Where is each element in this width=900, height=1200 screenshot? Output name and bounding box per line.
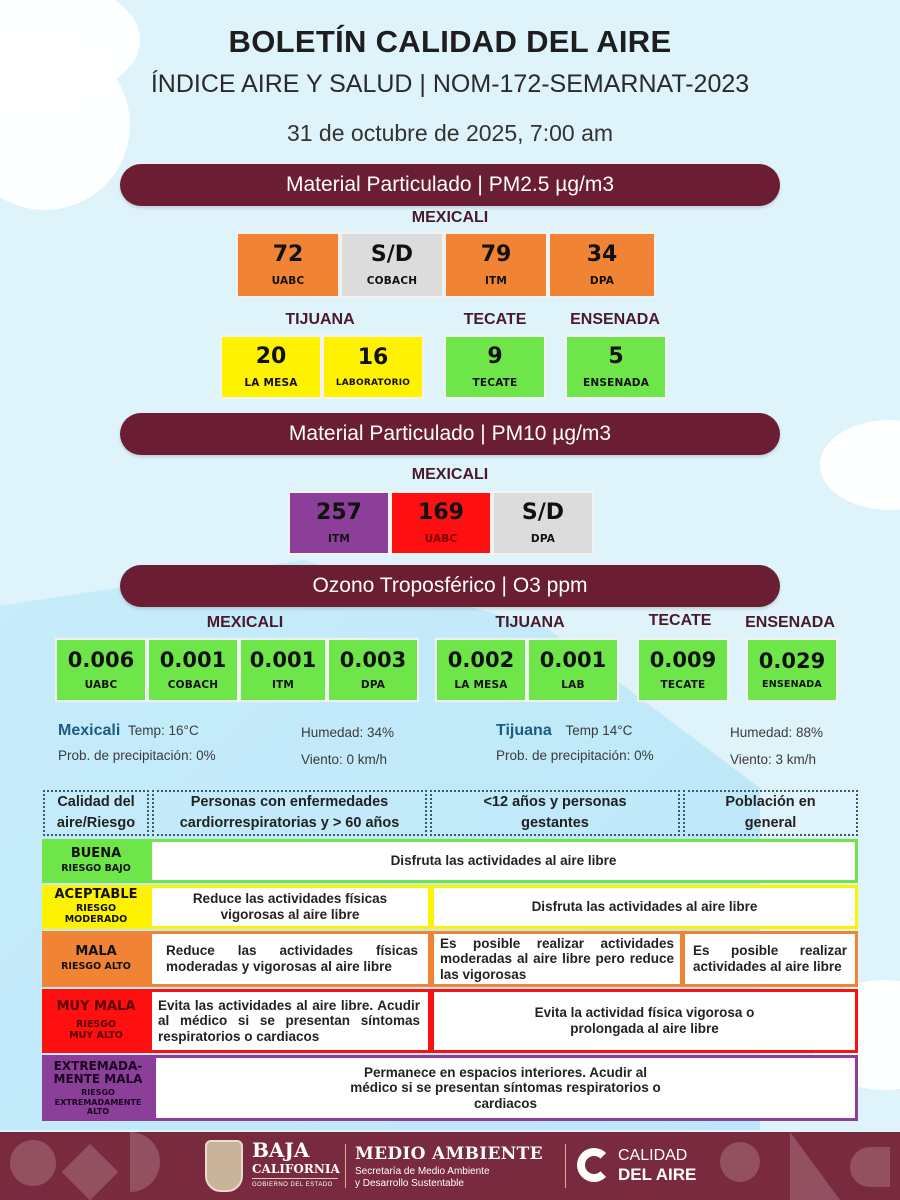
risk-label: RIESGO EXTREMADAMENTE ALTO [54,1088,142,1116]
air-quality-logo-icon [577,1148,611,1182]
risk-row-muy-mala [42,989,858,1053]
weather-temp: Temp 14°C [565,723,633,738]
pm10-city-mexicali: MEXICALI [411,466,489,483]
pm25-station-uabc [236,232,340,298]
weather-tijuana [496,722,856,772]
risk-header-children: <12 años y personas gestantes [430,790,680,836]
weather-temp: Temp: 16°C [128,723,199,738]
risk-advice: Evita las actividades al aire libre. Acudir al médico si se presentan síntomas respiratorios o cardiacos [152,992,428,1050]
pm25-station-la-mesa [220,335,322,399]
weather-wind: Viento: 3 km/h [730,752,817,767]
risk-category [42,931,150,987]
station-value: S/D [521,499,565,525]
station-label: TECATE [472,377,518,390]
risk-category [42,1055,154,1121]
station-label: LABORATORIO [335,378,411,389]
risk-label: RIESGO ALTO [61,960,131,972]
category-label: EXTREMADA-MENTE MALA [53,1059,143,1087]
program-name-line2: DEL AIRE [618,1165,697,1184]
station-label: UABC [271,275,305,288]
station-value: 0.001 [539,648,607,673]
weather-precip: Prob. de precipitación: 0% [58,748,216,763]
risk-label: RIESGO BAJO [61,862,131,874]
pm10-station-uabc [390,491,492,555]
footer-divider [565,1144,566,1188]
risk-row-buena [42,839,858,883]
station-label: TECATE [660,678,706,691]
station-label: DPA [360,678,386,691]
station-value: 0.003 [339,648,407,673]
o3-station-la-mesa [435,638,527,702]
o3-station-lab [527,638,619,702]
station-label: COBACH [366,275,418,288]
station-label: ITM [271,678,295,691]
weather-city: Mexicali [58,722,121,739]
station-value: 72 [272,241,304,267]
pm25-city-mexicali: MEXICALI [411,209,489,226]
page-title: BOLETÍN CALIDAD DEL AIRE [228,24,672,59]
station-label: LAB [561,678,585,691]
pm25-city-tecate: TECATE [463,311,527,328]
station-value: 169 [418,499,464,525]
pm25-station-tecate [444,335,546,399]
weather-precip: Prob. de precipitación: 0% [496,748,654,763]
station-value: 20 [255,343,287,369]
category-label: ACEPTABLE [54,886,138,902]
station-value: 0.002 [447,648,515,673]
risk-advice: Reduce las actividades físicas vigorosas al aire libre [152,888,428,926]
pm10-station-dpa [492,491,594,555]
station-label: ENSENADA [762,679,822,691]
weather-humidity: Humedad: 34% [301,725,395,740]
risk-label: RIESGO MODERADO [64,903,128,926]
pm25-city-tijuana: TIJUANA [285,311,355,328]
category-label: MUY MALA [56,998,136,1014]
station-value: 9 [487,343,503,369]
station-label: LA MESA [244,377,298,390]
station-value: 0.029 [758,648,826,673]
agency-sub-line1: Secretaría de Medio Ambiente [355,1166,490,1177]
page-subtitle: ÍNDICE AIRE Y SALUD | NOM-172-SEMARNAT-2023 [150,70,750,98]
risk-advice: Permanece en espacios interiores. Acudir al médico si se presentan síntomas respiratorios o cardiacos [156,1058,855,1118]
risk-category [42,885,150,929]
o3-station-tecate [637,638,729,702]
o3-station-uabc [55,638,147,702]
report-date: 31 de octubre de 2025, 7:00 am [286,120,614,146]
weather-mexicali [58,722,438,772]
station-value: 0.001 [159,648,227,673]
risk-advice: Reduce las actividades físicas moderadas y vigorosas al aire libre [152,934,428,984]
station-value: 16 [357,344,389,370]
station-value: 5 [608,343,624,369]
state-gov-label: GOBIERNO DEL ESTADO [252,1182,333,1188]
station-label: ITM [484,275,508,288]
risk-row-extremadamente-mala [42,1055,858,1121]
pm10-banner: Material Particulado | PM10 µg/m3 [120,413,780,455]
station-label: LA MESA [454,678,508,691]
o3-city-ensenada: ENSENADA [745,614,835,631]
cloud-decoration [820,420,900,510]
station-value: 0.001 [249,648,317,673]
state-underline [252,1178,338,1179]
station-value: 79 [480,241,512,267]
o3-city-tecate: TECATE [648,612,712,629]
station-label: DPA [589,275,615,288]
pm25-station-dpa [548,232,656,298]
station-value: 0.009 [649,648,717,673]
risk-advice: Disfruta las actividades al aire libre [152,842,855,880]
o3-city-mexicali: MEXICALI [206,614,284,631]
o3-station-dpa [327,638,419,702]
program-name-line1: CALIDAD [618,1147,688,1164]
pm10-station-itm [288,491,390,555]
agency-sub-line2: y Desarrollo Sustentable [355,1178,464,1189]
pm25-station-laboratorio [322,335,424,399]
category-label: MALA [75,944,117,960]
pm25-station-cobach [340,232,444,298]
state-name-line2: CALIFORNIA [252,1162,340,1176]
o3-station-itm [239,638,327,702]
o3-station-cobach [147,638,239,702]
risk-header-category: Calidad del aire/Riesgo [43,790,149,836]
risk-header-cardio: Personas con enfermedades cardiorrespiratorias y > 60 años [152,790,427,836]
risk-row-mala [42,931,858,987]
station-label: DPA [530,533,556,546]
station-value: 34 [586,241,618,267]
agency-name: MEDIO AMBIENTE [355,1144,543,1164]
category-label: BUENA [70,846,122,862]
station-value: 257 [316,499,362,525]
risk-advice: Disfruta las actividades al aire libre [434,888,855,926]
station-label: UABC [424,533,458,546]
footer-divider [345,1144,346,1188]
risk-label: RIESGO MUY ALTO [69,1019,123,1042]
o3-banner: Ozono Troposférico | O3 ppm [120,565,780,607]
risk-advice: Es posible realizar actividades al aire libre [685,934,855,984]
weather-humidity: Humedad: 88% [730,725,824,740]
state-shield-logo [205,1140,243,1192]
weather-wind: Viento: 0 km/h [301,752,388,767]
pm25-banner: Material Particulado | PM2.5 µg/m3 [120,164,780,206]
o3-station-ensenada [746,638,838,702]
pm25-station-itm [444,232,548,298]
footer-bar [0,1132,900,1200]
pm25-station-ensenada [565,335,667,399]
risk-row-aceptable [42,885,858,929]
weather-city: Tijuana [496,722,552,739]
station-label: ITM [327,533,351,546]
risk-header-general: Población en general [683,790,858,836]
station-value: S/D [370,241,414,267]
risk-advice: Evita la actividad física vigorosa o prolongada al aire libre [434,992,855,1050]
o3-city-tijuana: TIJUANA [495,614,565,631]
pm25-city-ensenada: ENSENADA [570,311,660,328]
risk-advice: Es posible realizar actividades moderadas al aire libre pero reduce las vigorosas [434,934,680,984]
station-value: 0.006 [67,648,135,673]
risk-category [42,839,150,883]
station-label: ENSENADA [582,377,650,390]
risk-category [42,989,150,1053]
station-label: COBACH [167,678,219,691]
state-name-line1: BAJA [252,1138,310,1162]
station-label: UABC [84,678,118,691]
